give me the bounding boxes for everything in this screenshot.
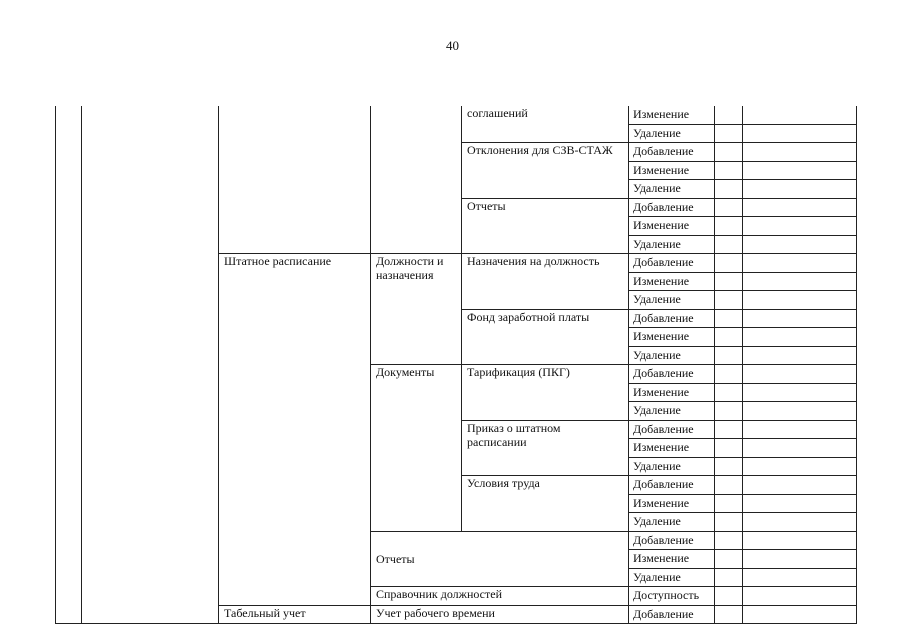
operation-cell: Удаление [629, 291, 715, 310]
right-cell [715, 365, 743, 384]
operation-cell: Изменение [629, 328, 715, 347]
section-cell: Табельный учет [219, 605, 371, 624]
note-cell [743, 457, 857, 476]
object-cell: Назначения на должность [462, 254, 629, 310]
note-cell [743, 106, 857, 124]
note-cell [743, 180, 857, 199]
note-cell [743, 346, 857, 365]
right-cell [715, 161, 743, 180]
right-cell [715, 568, 743, 587]
operation-cell: Добавление [629, 365, 715, 384]
right-cell [715, 198, 743, 217]
subsection-cell: Справочник должностей [371, 587, 629, 606]
right-cell [715, 402, 743, 421]
right-cell [715, 272, 743, 291]
note-cell [743, 568, 857, 587]
right-cell [715, 531, 743, 550]
right-cell [715, 457, 743, 476]
note-cell [743, 198, 857, 217]
number-cell [56, 106, 82, 624]
subsection-cell: Учет рабочего времени [371, 605, 629, 624]
right-cell [715, 346, 743, 365]
object-cell: Тарификация (ПКГ) [462, 365, 629, 421]
right-cell [715, 106, 743, 124]
operation-cell: Изменение [629, 272, 715, 291]
note-cell [743, 365, 857, 384]
right-cell [715, 217, 743, 236]
note-cell [743, 328, 857, 347]
note-cell [743, 420, 857, 439]
operation-cell: Удаление [629, 235, 715, 254]
note-cell [743, 272, 857, 291]
note-cell [743, 605, 857, 624]
right-cell [715, 439, 743, 458]
module-cell [82, 106, 219, 624]
object-cell: Приказ о штатном расписании [462, 420, 629, 476]
right-cell [715, 309, 743, 328]
operation-cell: Удаление [629, 513, 715, 532]
note-cell [743, 235, 857, 254]
subsection-cell [371, 106, 462, 254]
operation-cell: Изменение [629, 439, 715, 458]
note-cell [743, 254, 857, 273]
note-cell [743, 550, 857, 569]
right-cell [715, 550, 743, 569]
operation-cell: Удаление [629, 180, 715, 199]
operation-cell: Изменение [629, 217, 715, 236]
right-cell [715, 328, 743, 347]
right-cell [715, 420, 743, 439]
right-cell [715, 494, 743, 513]
right-cell [715, 605, 743, 624]
operation-cell: Изменение [629, 383, 715, 402]
note-cell [743, 309, 857, 328]
right-cell [715, 383, 743, 402]
note-cell [743, 217, 857, 236]
right-cell [715, 143, 743, 162]
operation-cell: Доступность [629, 587, 715, 606]
operation-cell: Удаление [629, 124, 715, 143]
operation-cell: Удаление [629, 346, 715, 365]
operation-cell: Добавление [629, 309, 715, 328]
operation-cell: Добавление [629, 476, 715, 495]
right-cell [715, 254, 743, 273]
object-cell: Условия труда [462, 476, 629, 532]
operation-cell: Добавление [629, 420, 715, 439]
access-rights-table [55, 106, 857, 624]
operation-cell: Изменение [629, 494, 715, 513]
page-number: 40 [446, 38, 459, 53]
operation-cell: Удаление [629, 457, 715, 476]
note-cell [743, 291, 857, 310]
subsection-cell: Отчеты [371, 531, 629, 587]
note-cell [743, 494, 857, 513]
note-cell [743, 143, 857, 162]
right-cell [715, 513, 743, 532]
right-cell [715, 587, 743, 606]
note-cell [743, 439, 857, 458]
right-cell [715, 180, 743, 199]
note-cell [743, 124, 857, 143]
object-cell: Отчеты [462, 198, 629, 254]
operation-cell: Добавление [629, 198, 715, 217]
operation-cell: Добавление [629, 605, 715, 624]
note-cell [743, 161, 857, 180]
note-cell [743, 587, 857, 606]
object-cell: Фонд заработной платы [462, 309, 629, 365]
operation-cell: Добавление [629, 254, 715, 273]
subsection-cell: Документы [371, 365, 462, 532]
operation-cell: Добавление [629, 531, 715, 550]
right-cell [715, 235, 743, 254]
operation-cell: Изменение [629, 550, 715, 569]
note-cell [743, 402, 857, 421]
object-cell: соглашений [462, 106, 629, 143]
section-cell: Штатное расписание [219, 254, 371, 606]
right-cell [715, 476, 743, 495]
right-cell [715, 291, 743, 310]
section-cell [219, 106, 371, 254]
operation-cell: Добавление [629, 143, 715, 162]
note-cell [743, 383, 857, 402]
operation-cell: Изменение [629, 161, 715, 180]
subsection-cell: Должности и назначения [371, 254, 462, 365]
operation-cell: Изменение [629, 106, 715, 124]
object-cell: Отклонения для СЗВ-СТАЖ [462, 143, 629, 199]
note-cell [743, 513, 857, 532]
operation-cell: Удаление [629, 568, 715, 587]
note-cell [743, 531, 857, 550]
table-row [56, 106, 857, 124]
note-cell [743, 476, 857, 495]
right-cell [715, 124, 743, 143]
operation-cell: Удаление [629, 402, 715, 421]
